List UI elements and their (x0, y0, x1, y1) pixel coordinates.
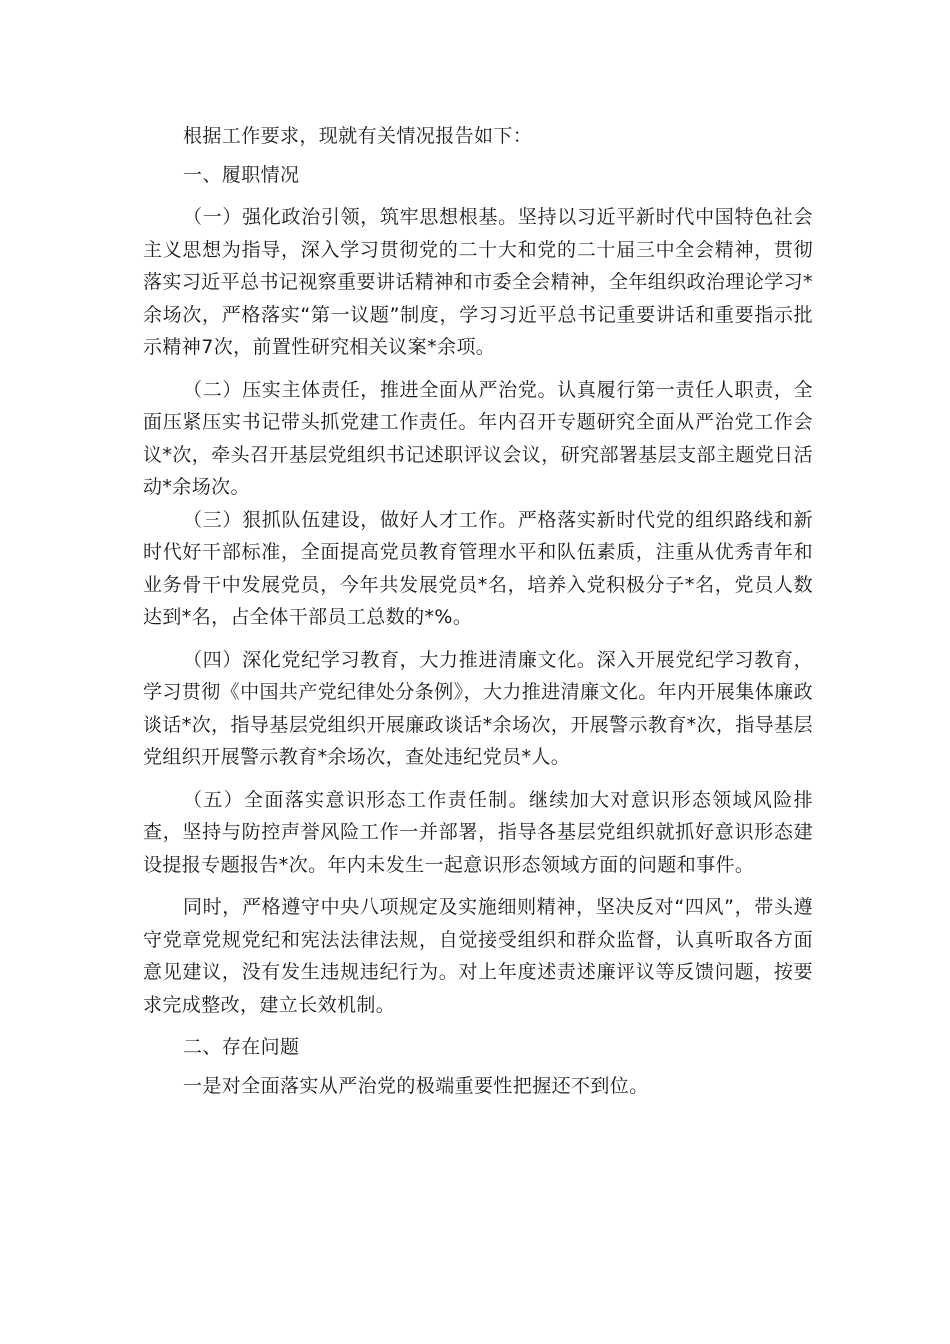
intro-paragraph: 根据工作要求，现就有关情况报告如下： (183, 125, 533, 147)
item-paragraph-1: （一）强化政治引领，筑牢思想根基。坚持以习近平新时代中国特色社会主义思想为指导，深入学习贯彻党的二十大和党的二十届三中全会精神，贯彻落实习近平总书记视察重要讲话精神和市委全会精神，全年组织政治理论学习*余场次，严格落实“第一议题”制度，学习习近平总书记重要讲话和重要指示批示精神7次，前置性研究相关议案*余项。 (143, 206, 813, 358)
item-paragraph-2: （二）压实主体责任，推进全面从严治党。认真履行第一责任人职责，全面压紧压实书记带头抓党建工作责任。年内召开专题研究全面从严治党工作会议*次，牵头召开基层党组织书记述职评议会议，研究部署基层支部主题党日活动*余场次。 (143, 378, 813, 498)
item-paragraph-5: （五）全面落实意识形态工作责任制。继续加大对意识形态领域风险排查，坚持与防控声誉风险工作一并部署，指导各基层党组织就抓好意识形态建设提报专题报告*次。年内未发生一起意识形态领域方面的问题和事件。 (143, 788, 813, 876)
document-body (143, 120, 813, 1102)
item-paragraph-4: （四）深化党纪学习教育，大力推进清廉文化。深入开展党纪学习教育，学习贯彻《中国共产党纪律处分条例》，大力推进清廉文化。年内开展集体廉政谈话*次，指导基层党组织开展廉政谈话*余场次，开展警示教育*次，指导基层党组织开展警示教育*余场次，查处违纪党员*人。 (143, 648, 813, 768)
section-heading-problems: 二、存在问题 (183, 1036, 300, 1058)
problem-paragraph-1: 一是对全面落实从严治党的极端重要性把握还不到位。 (183, 1074, 649, 1097)
item-paragraph-3: （三）狠抓队伍建设，做好人才工作。严格落实新时代党的组织路线和新时代好干部标准，全面提高党员教育管理水平和队伍素质，注重从优秀青年和业务骨干中发展党员，今年共发展党员*名，培养入党积极分子*名，党员人数达到*名，占全体干部员工总数的*%。 (143, 508, 813, 628)
conduct-paragraph: 同时，严格遵守中央八项规定及实施细则精神，坚决反对“四风”，带头遵守党章党规党纪和宪法法律法规，自觉接受组织和群众监督，认真听取各方面意见建议，没有发生违规违纪行为。对上年度述责述廉评议等反馈问题，按要求完成整改，建立长效机制。 (143, 896, 813, 1016)
section-heading-performance: 一、履职情况 (183, 163, 300, 186)
